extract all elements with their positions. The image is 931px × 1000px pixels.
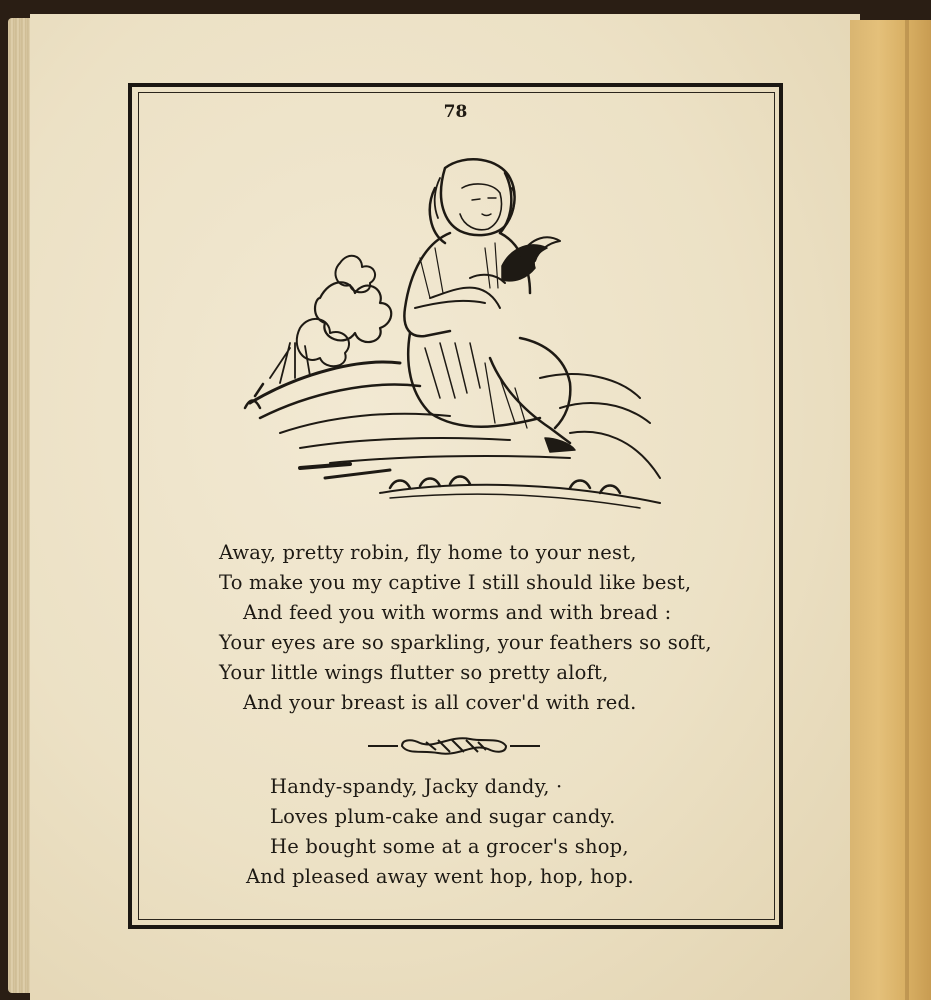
scroll-flourish-divider-icon	[366, 734, 542, 758]
poem-line: And feed you with worms and with bread :	[243, 601, 672, 624]
poem-line: Loves plum-cake and sugar candy.	[270, 805, 616, 828]
facing-page-edge	[850, 20, 931, 1000]
page-number: 78	[443, 102, 468, 122]
poem-line: Your eyes are so sparkling, your feathers so soft,	[219, 631, 712, 654]
poem-line: He bought some at a grocer's shop,	[270, 835, 629, 858]
poem-line: And your breast is all cover'd with red.	[243, 691, 637, 714]
poem-line: And pleased away went hop, hop, hop.	[246, 865, 634, 888]
poem-line: Handy-spandy, Jacky dandy, ·	[270, 775, 563, 798]
poem-line: Your little wings flutter so pretty aloft,	[219, 661, 609, 684]
child-holding-robin-illustration-icon	[240, 148, 670, 518]
poem-line: To make you my captive I still should like best,	[219, 571, 692, 594]
poem-line: Away, pretty robin, fly home to your nest,	[219, 541, 637, 564]
